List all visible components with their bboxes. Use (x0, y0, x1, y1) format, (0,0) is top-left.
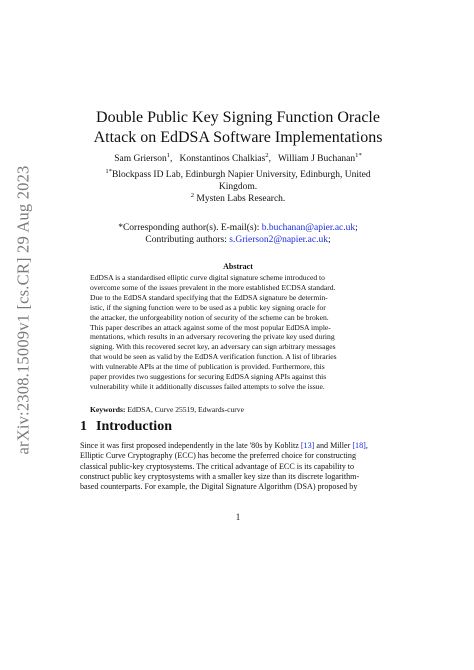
abstract-line: paper provides two suggestions for securing EdDSA signing APIs against this (90, 372, 327, 382)
author-name: William J Buchanan (277, 154, 356, 164)
affiliation-1: $^{1*}$Blockpass ID Lab, Edinburgh Napier University, Edinburgh, United (105, 167, 371, 180)
abstract-heading: Abstract (223, 262, 253, 271)
abstract-line: that would be seen as valid by the EdDSA verification function. A list of libraries (90, 352, 337, 362)
page-number: 1 (235, 512, 241, 522)
body-line: Since it was first proposed independently in the late '80s by Koblitz [13] and Miller [18], (80, 441, 368, 450)
corresponding-author: *Corresponding author(s). E-mail(s): b.buchanan@apier.ac.uk; (118, 223, 358, 233)
abstract-line: the attacker, the unforgeability notion of security of the scheme can be broken. (90, 312, 329, 322)
author-affiliation-mark: 1 (166, 151, 171, 159)
author-name: Sam Grierson (114, 154, 167, 164)
author-affiliation-mark: 1* (355, 151, 362, 159)
abstract-line: EdDSA is a standardised elliptic curve digital signature scheme introduced to (90, 273, 325, 282)
contributing-authors: Contributing authors: s.Grierson2@napier.ac.uk; (145, 235, 331, 245)
body-line: based counterparts. For example, the Digital Signature Algorithm (DSA) proposed by (80, 482, 358, 492)
title-line-1: Double Public Key Signing Function Oracle (96, 109, 380, 126)
author-list: Sam Grierson$^1$, Konstantinos Chalkias$^2$, William J Buchanan$^{1*}$ (114, 151, 362, 164)
abstract-line: vulnerability while it additionally discusses failed attempts to solve the issue. (90, 381, 325, 391)
abstract-text (90, 273, 386, 392)
keywords-label: Keywords: (90, 405, 126, 414)
contributing-email-link[interactable]: s.Grierson2@napier.ac.uk (229, 235, 328, 245)
affiliation-mark: 1* (105, 167, 112, 175)
abstract-line: This paper describes an attack against some of the most popular EdDSA imple- (90, 322, 331, 332)
affiliation-1-cont: Kingdom. (218, 182, 258, 192)
body-line: Elliptic Curve Cryptography (ECC) has become the preferred choice for constructing (80, 451, 356, 461)
abstract-line: Due to the EdDSA standard specifying that the EdDSA signature be determin- (90, 292, 328, 302)
corresponding-email-link[interactable]: b.buchanan@apier.ac.uk (261, 223, 356, 233)
section-number: 1 (80, 419, 87, 434)
author-name: Konstantinos Chalkias (179, 154, 266, 164)
contact-info (80, 222, 396, 246)
keywords (90, 405, 386, 415)
affiliation-mark: 2 (190, 191, 195, 199)
body-line: classical public-key cryptosystems. The critical advantage of ECC is its capability to (80, 461, 355, 471)
author-affiliation-mark: 2 (265, 151, 269, 159)
paper-title (80, 108, 396, 148)
arxiv-identifier-stamp (6, 165, 40, 455)
section-heading (80, 418, 396, 436)
title-line-2: Attack on EdDSA Software Implementations (93, 129, 383, 146)
abstract-line: overcome some of the issues prevalent in the more established ECDSA standard. (90, 282, 336, 292)
citation-link[interactable]: [18] (352, 441, 366, 450)
introduction-text (80, 441, 396, 492)
abstract-line: istic, if the signing function were to be used as a public key signing oracle for (90, 302, 326, 312)
section-title: Introduction (96, 419, 172, 434)
affiliations (80, 169, 396, 205)
citation-link[interactable]: [13] (300, 441, 315, 450)
affiliation-2: $^2$ Mysten Labs Research. (190, 191, 286, 204)
abstract-line: signing. With this recovered secret key, an adversary can sign arbitrary messages (90, 342, 336, 352)
body-line: construct public key cryptosystems with a smaller key size than its discrete logarithm- (80, 471, 360, 481)
abstract-line: mentations, which results in an adversary recovering the private key used during (90, 332, 335, 342)
arxiv-identifier: arXiv:2308.15009v1 [cs.CR] 29 Aug 2023 (13, 165, 33, 455)
keywords-text: EdDSA, Curve 25519, Edwards-curve (125, 405, 244, 414)
abstract-line: with vulnerable APIs at the time of publication is provided. Furthermore, this (90, 362, 325, 372)
